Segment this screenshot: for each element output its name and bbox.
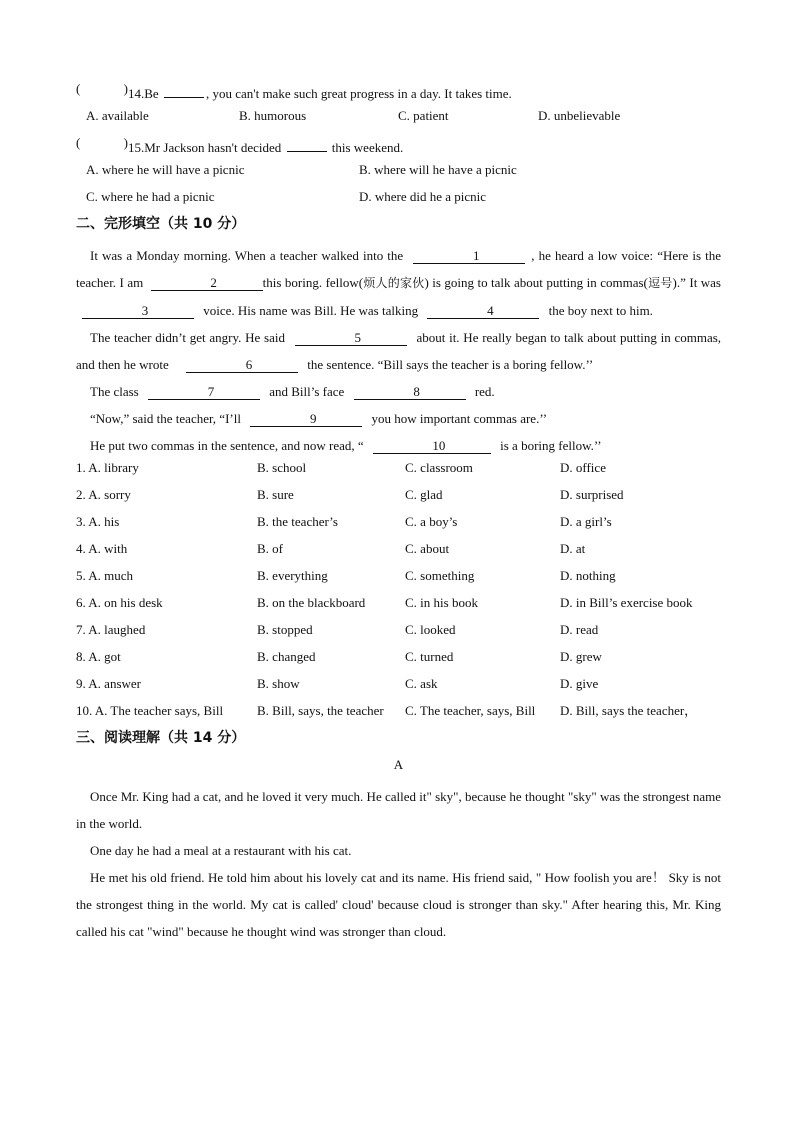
reading-passage xyxy=(76,783,721,945)
cloze-paragraph: It was a Monday morning. When a teacher walked into the 1 , he heard a low voice: “Here is the teacher. I am 2 this boring. fellow(烦人的家伙) is going to talk about putting in commas(逗号).” It was 3 voice. His name was Bill. He was talking 4 the boy next to him. xyxy=(76,248,722,318)
options-15 xyxy=(76,161,721,188)
question-15 xyxy=(76,134,721,161)
cloze-passage xyxy=(76,242,721,459)
cloze-paragraph: “Now,” said the teacher, “I’ll 9 you how important commas are.’’ xyxy=(90,411,548,426)
cloze-choices xyxy=(76,459,721,729)
blank-3[interactable]: 3 xyxy=(82,303,194,319)
cloze-paragraph: The class 7 and Bill’s face 8 red. xyxy=(90,384,495,399)
cloze-paragraph: He put two commas in the sentence, and now read, “ 10 is a boring fellow.’’ xyxy=(90,438,602,453)
question-stem: , you can't make such great progress in a day. It takes time. xyxy=(205,86,512,101)
option-b[interactable]: B. humorous xyxy=(239,108,307,123)
reading-paragraph: Once Mr. King had a cat, and he loved it very much. He called it" sky", because he thought "sky" was the strongest name in the world. xyxy=(76,789,721,831)
question-stem: 14.Be xyxy=(128,86,159,101)
blank-7[interactable]: 7 xyxy=(148,384,260,400)
option-c[interactable]: C. where he had a picnic xyxy=(86,189,215,204)
answer-paren[interactable]: ( ) xyxy=(76,135,128,150)
choice-row: 9. A. answer B. show C. ask D. give xyxy=(76,676,599,691)
option-a[interactable]: A. available xyxy=(86,108,149,123)
question-stem: this weekend. xyxy=(331,140,404,155)
blank-9[interactable]: 9 xyxy=(250,411,362,427)
choice-row: 1. A. library B. school C. classroom D. office xyxy=(76,460,606,475)
choice-row: 10. A. The teacher says, Bill B. Bill, says, the teacher C. The teacher, says, Bill D. Bill, says the teacher， xyxy=(76,703,698,718)
passage-label: A xyxy=(393,757,404,772)
choice-row: 8. A. got B. changed C. turned D. grew xyxy=(76,649,602,664)
answer-blank[interactable] xyxy=(164,84,204,98)
option-b[interactable]: B. where will he have a picnic xyxy=(359,162,517,177)
choice-row: 5. A. much B. everything C. something D. nothing xyxy=(76,568,616,583)
blank-6[interactable]: 6 xyxy=(186,357,298,373)
choice-row: 6. A. on his desk B. on the blackboard C. in his book D. in Bill’s exercise book xyxy=(76,595,693,610)
answer-paren[interactable]: ( ) xyxy=(76,81,128,96)
cloze-paragraph: The teacher didn’t get angry. He said 5 about it. He really began to talk about putting in commas, and then he wrote 6 the sentence. “Bill says the teacher is a boring fellow.’’ xyxy=(76,330,722,372)
blank-2[interactable]: 2 xyxy=(151,275,263,291)
reading-paragraph: One day he had a meal at a restaurant with his cat. xyxy=(90,843,352,858)
question-stem: 15.Mr Jackson hasn't decided xyxy=(128,140,282,155)
option-c[interactable]: C. patient xyxy=(398,108,449,123)
section-heading-cloze: 二、完形填空（共 10 分） xyxy=(76,216,246,232)
choice-row: 2. A. sorry B. sure C. glad D. surprised xyxy=(76,487,624,502)
choice-row: 3. A. his B. the teacher’s C. a boy’s D. a girl’s xyxy=(76,514,612,529)
options-15-row2 xyxy=(76,188,721,215)
choice-row: 4. A. with B. of C. about D. at xyxy=(76,541,586,556)
answer-blank[interactable] xyxy=(287,138,327,152)
section-heading-reading: 三、阅读理解（共 14 分） xyxy=(76,730,246,746)
worksheet-page xyxy=(76,80,721,945)
blank-1[interactable]: 1 xyxy=(413,248,525,264)
blank-5[interactable]: 5 xyxy=(295,330,407,346)
reading-paragraph: He met his old friend. He told him about his lovely cat and its name. His friend said, " How foolish you are！ Sky is not the strongest thing in the world. My cat is called' cloud' because cloud is stronger than sky." After hearing this, Mr. King called his cat "wind" because he thought wind was stronger than cloud. xyxy=(76,870,721,939)
choice-row: 7. A. laughed B. stopped C. looked D. read xyxy=(76,622,599,637)
option-d[interactable]: D. where did he a picnic xyxy=(359,189,487,204)
option-d[interactable]: D. unbelievable xyxy=(538,108,621,123)
blank-8[interactable]: 8 xyxy=(354,384,466,400)
blank-4[interactable]: 4 xyxy=(427,303,539,319)
options-14 xyxy=(76,107,721,134)
blank-10[interactable]: 10 xyxy=(373,438,491,454)
question-14 xyxy=(76,80,721,107)
option-a[interactable]: A. where he will have a picnic xyxy=(86,162,245,177)
